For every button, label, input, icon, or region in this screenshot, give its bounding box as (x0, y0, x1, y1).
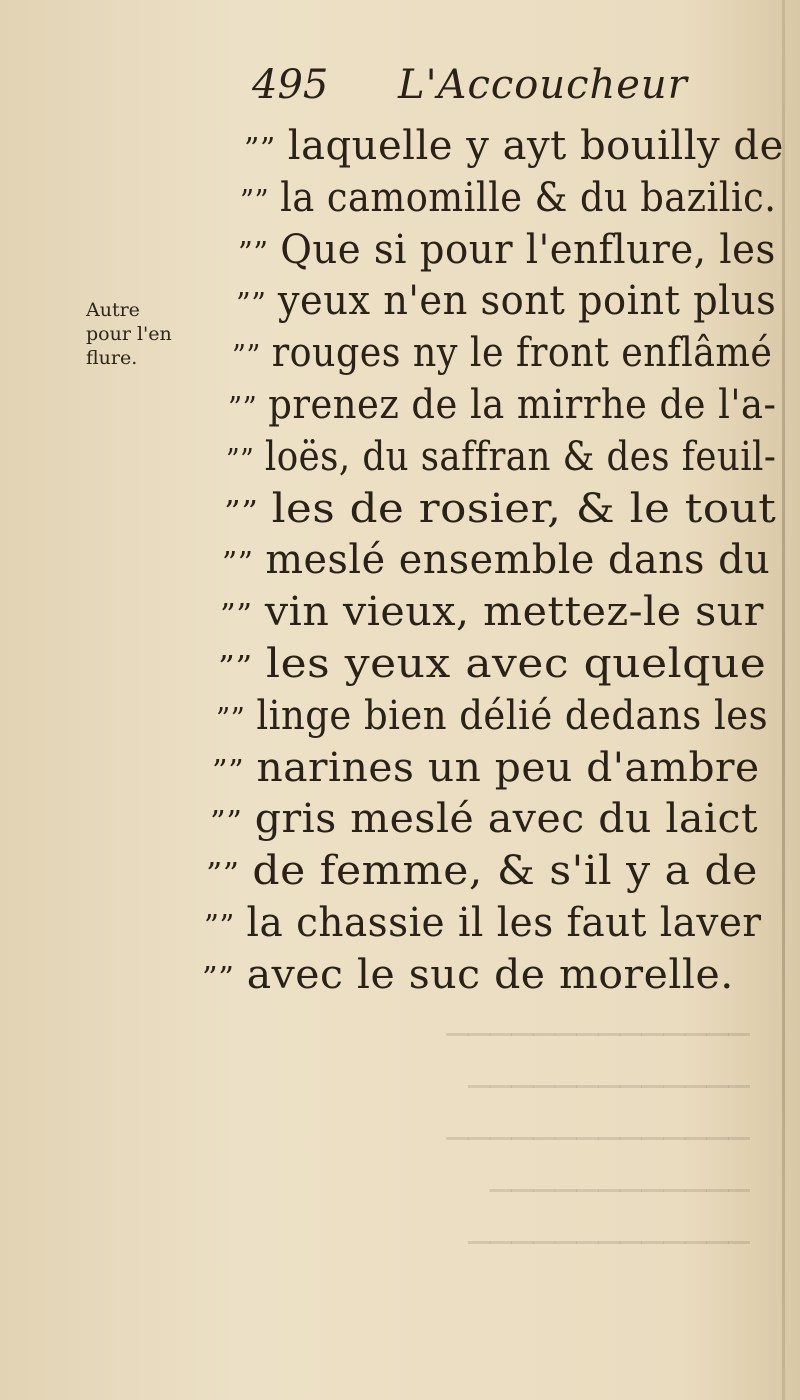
text-line (238, 226, 776, 278)
text-line (226, 433, 776, 485)
margin-note-line: pour l'en (86, 323, 172, 345)
margin-note-line: flure. (86, 347, 138, 369)
quote-mark: ”” (236, 287, 267, 323)
quote-mark: ”” (210, 805, 243, 841)
text-line (224, 485, 776, 537)
text-line (202, 951, 734, 1003)
line-text: laquelle y ayt bouilly de (287, 123, 784, 169)
text-line (216, 692, 768, 744)
line-text: yeux n'en sont point plus (277, 278, 777, 325)
quote-mark: ”” (218, 650, 253, 685)
line-text: rouges ny le front enflâmé (271, 330, 773, 377)
text-line (244, 122, 784, 174)
quote-mark: ”” (240, 183, 270, 219)
quote-mark: ”” (232, 339, 261, 375)
text-line (212, 744, 760, 796)
quote-mark: ”” (202, 960, 235, 996)
quote-mark: ”” (226, 442, 255, 478)
text-line (220, 588, 764, 640)
show-through-text: ────────────── ───────────── ────────────── ──────────── ───────────── (446, 1015, 750, 1264)
text-line (236, 277, 776, 329)
line-text: de femme, & s'il y a de (252, 848, 758, 895)
text-line (240, 174, 776, 226)
line-text: la camomille & du bazilic. (280, 174, 777, 221)
quote-mark: ”” (224, 494, 259, 530)
quote-mark: ”” (238, 235, 269, 271)
quote-mark: ”” (222, 546, 254, 582)
text-line (204, 899, 762, 951)
line-text: vin vieux, mettez-le sur (264, 589, 764, 636)
line-text: loës, du saffran & des feuil- (264, 433, 777, 480)
quote-mark: ”” (228, 391, 258, 426)
text-line (228, 381, 776, 433)
line-text: linge bien délié dedans les (256, 692, 769, 739)
line-text: meslé ensemble dans du (265, 537, 771, 584)
text-line (232, 329, 772, 381)
line-text: narines un peu d'ambre (256, 744, 760, 791)
text-line (210, 795, 758, 847)
text-line (218, 640, 766, 692)
text-line (206, 847, 758, 899)
running-title: L'Accoucheur (398, 62, 688, 108)
page-number: 495 (252, 62, 329, 108)
quote-mark: ”” (206, 857, 240, 893)
line-text: avec le suc de morelle. (246, 951, 734, 998)
line-text: prenez de la mirrhe de l'a- (268, 382, 777, 428)
line-text: gris meslé avec du laict (254, 796, 758, 843)
text-line (222, 536, 770, 588)
quote-mark: ”” (216, 701, 246, 737)
margin-note-line: Autre (86, 299, 140, 321)
line-text: les de rosier, & le tout (271, 485, 777, 532)
line-text: les yeux avec quelque (265, 641, 767, 687)
quote-mark: ”” (220, 598, 253, 634)
quote-mark: ”” (204, 909, 235, 944)
line-text: Que si pour l'enflure, les (280, 226, 776, 273)
quote-mark: ”” (212, 753, 245, 789)
line-text: la chassie il les faut laver (246, 900, 762, 946)
quote-mark: ”” (244, 132, 276, 167)
